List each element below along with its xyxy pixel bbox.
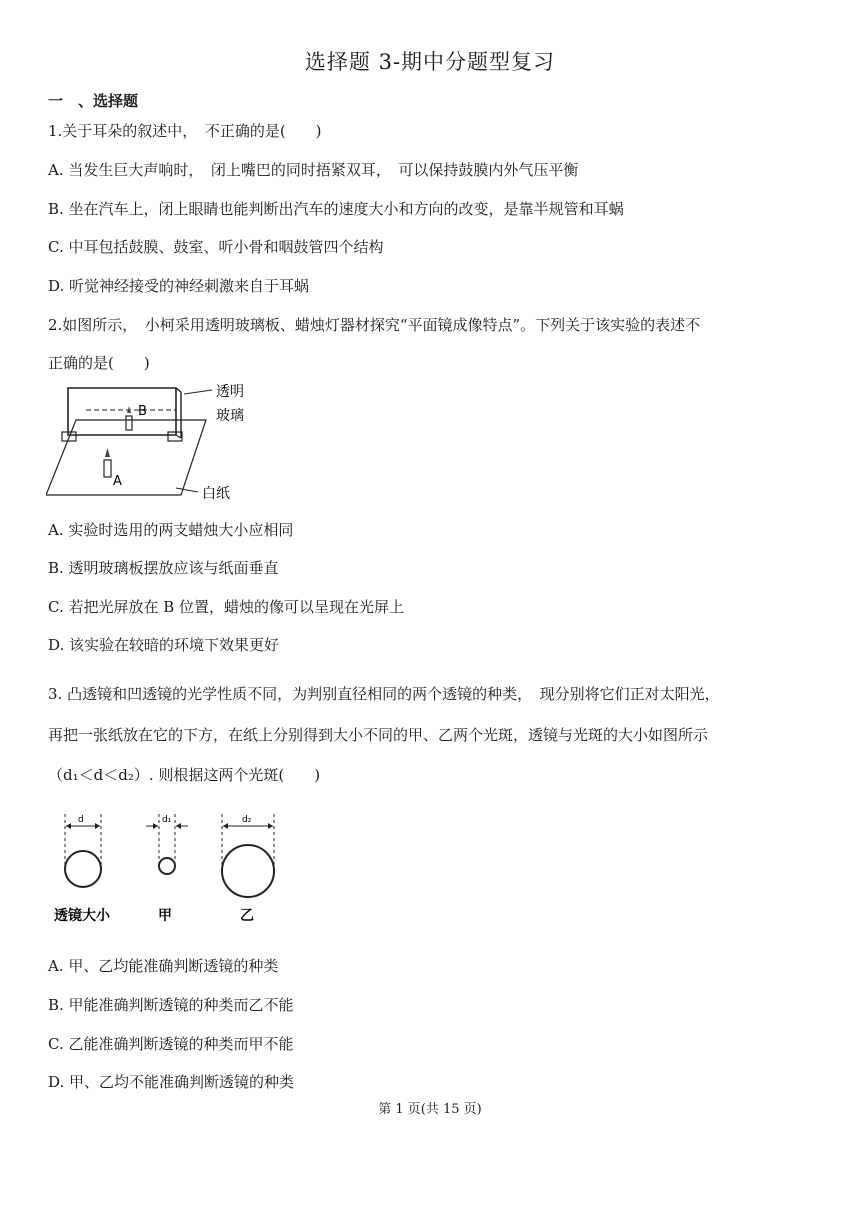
q1-option-b: B. 坐在汽车上，闭上眼睛也能判断出汽车的速度大小和方向的改变，是靠半规管和耳蜗	[48, 200, 624, 218]
q1-option-c: C. 中耳包括鼓膜、鼓室、听小骨和咽鼓管四个结构	[48, 238, 384, 256]
label-b: B	[138, 404, 147, 419]
label-paper: 白纸	[202, 486, 230, 502]
candle-a-shape	[104, 460, 111, 477]
q3-stem-line3: （d₁＜d＜d₂）. 则根据这两个光斑( )	[48, 766, 321, 784]
q2-stem-line2: 正确的是( )	[48, 354, 150, 372]
label-yi: 乙	[240, 908, 254, 924]
section-heading: 一 、选择题	[48, 92, 139, 110]
label-lens-size: 透镜大小	[54, 908, 110, 924]
label-jia: 甲	[158, 908, 172, 924]
q3-option-c: C. 乙能准确判断透镜的种类而甲不能	[48, 1035, 294, 1053]
label-glass-line2: 玻璃	[216, 408, 244, 424]
jia-spot-circle	[159, 858, 175, 874]
candle-b-shape	[126, 416, 132, 430]
glass-plate-shape	[68, 388, 176, 435]
q2-stem-line1: 2.如图所示， 小柯采用透明玻璃板、蜡烛灯器材探究“平面镜成像特点”。下列关于该实验的表述不	[48, 316, 701, 334]
q3-stem-line1: 3. 凸透镜和凹透镜的光学性质不同，为判别直径相同的两个透镜的种类， 现分别将它们正对太阳光，	[48, 685, 720, 703]
label-a: A	[113, 474, 122, 489]
q2-option-a: A. 实验时选用的两支蜡烛大小应相同	[48, 521, 294, 539]
page-title: 选择题 3-期中分题型复习	[304, 50, 556, 74]
label-d: d	[78, 815, 84, 825]
label-glass-line1: 透明	[216, 384, 244, 400]
white-paper-shape	[46, 420, 206, 495]
q3-stem-line2: 再把一张纸放在它的下方，在纸上分别得到大小不同的甲、乙两个光斑，透镜与光斑的大小如图所示	[48, 726, 709, 744]
q2-option-c: C. 若把光屏放在 B 位置，蜡烛的像可以呈现在光屏上	[48, 598, 405, 616]
q1-stem: 1.关于耳朵的叙述中， 不正确的是( )	[48, 122, 322, 140]
q1-option-a: A. 当发生巨大声响时， 闭上嘴巴的同时捂紧双耳， 可以保持鼓膜内外气压平衡	[48, 161, 579, 179]
q3-option-d: D. 甲、乙均不能准确判断透镜的种类	[48, 1073, 295, 1091]
lens-circle	[65, 851, 101, 887]
q2-option-d: D. 该实验在较暗的环境下效果更好	[48, 636, 280, 654]
q3-option-a: A. 甲、乙均能准确判断透镜的种类	[48, 957, 279, 975]
q1-option-d: D. 听觉神经接受的神经刺激来自于耳蜗	[48, 277, 310, 295]
yi-spot-circle	[222, 845, 274, 897]
plane-mirror-figure	[46, 380, 256, 505]
label-d1: d₁	[162, 815, 172, 825]
lens-spot-figure	[52, 808, 292, 928]
q3-option-b: B. 甲能准确判断透镜的种类而乙不能	[48, 996, 294, 1014]
q2-option-b: B. 透明玻璃板摆放应该与纸面垂直	[48, 559, 279, 577]
page-footer: 第 1 页(共 15 页)	[378, 1102, 482, 1117]
label-d2: d₂	[242, 815, 252, 825]
